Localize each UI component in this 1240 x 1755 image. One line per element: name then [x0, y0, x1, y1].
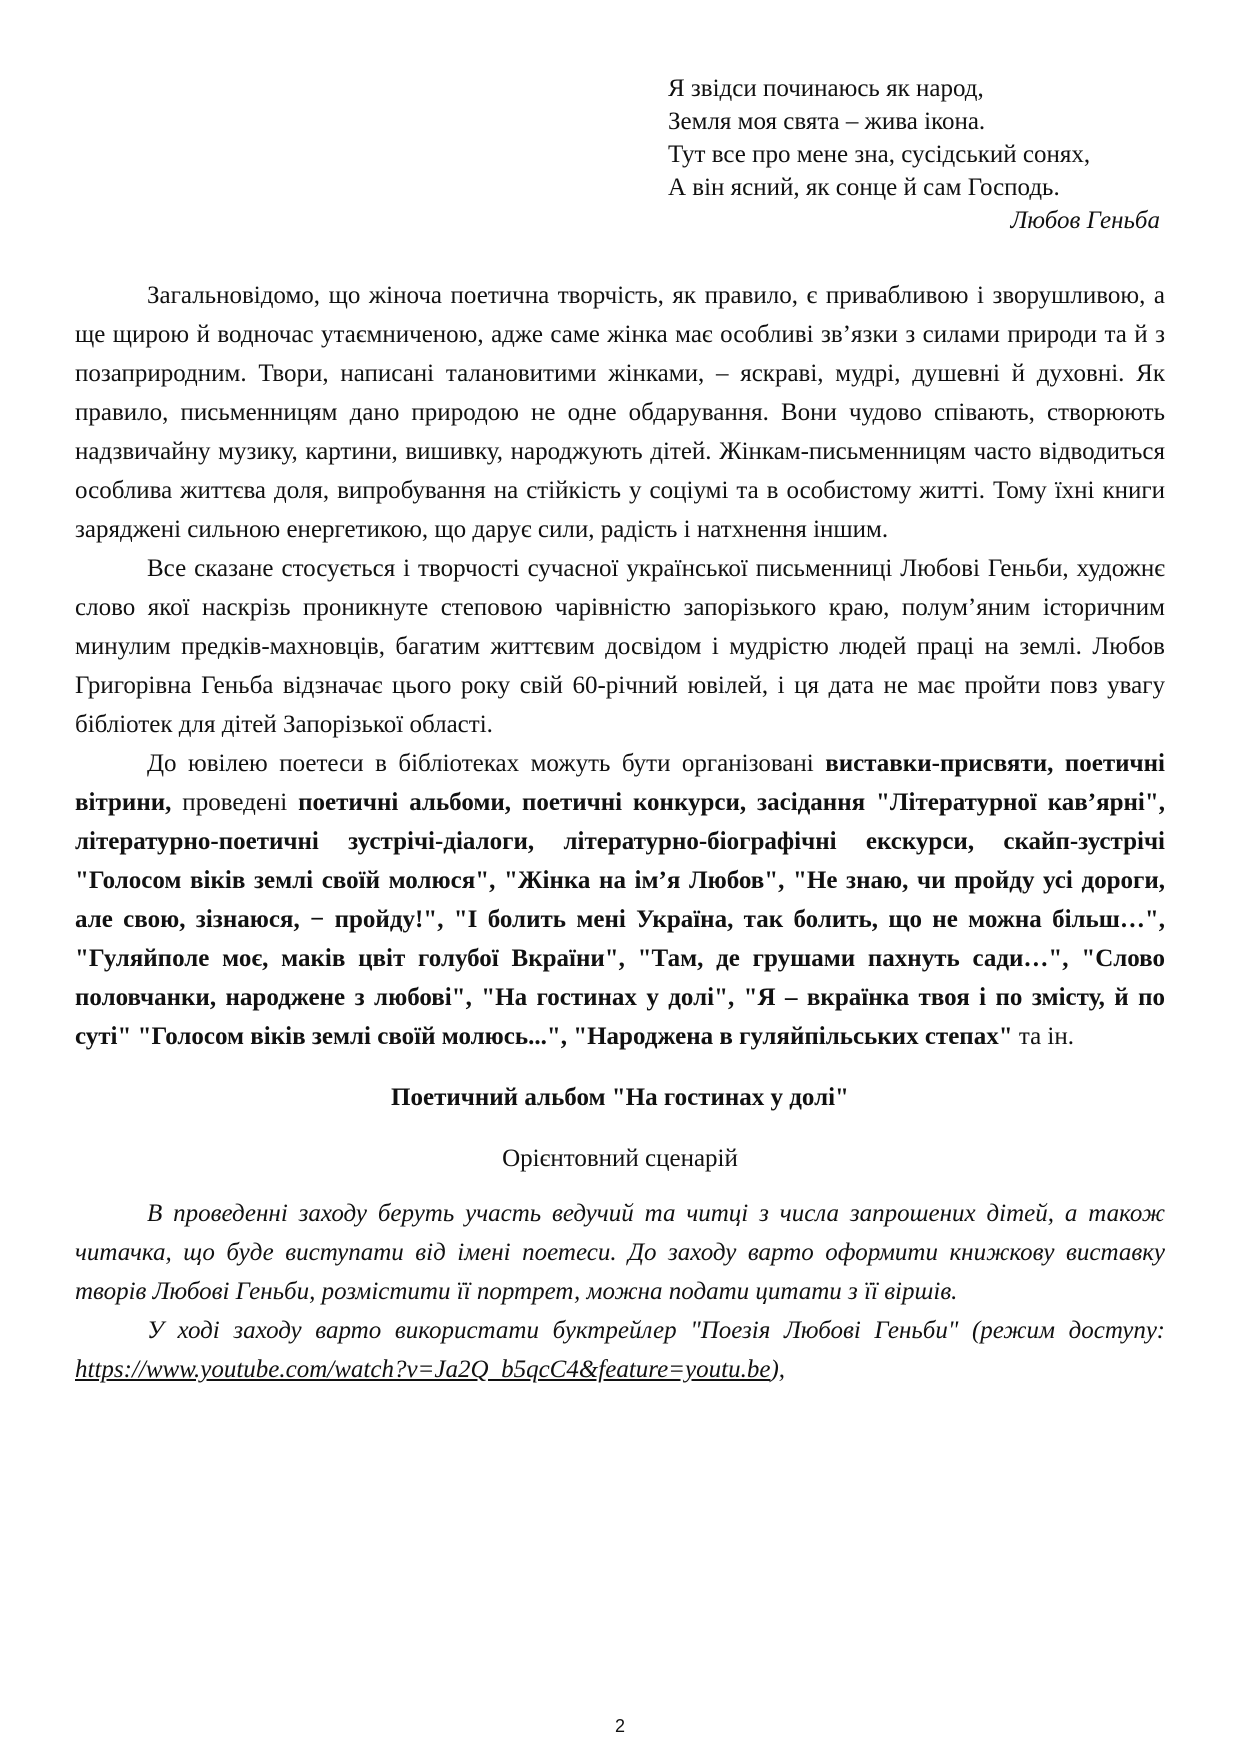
- epigraph-line: Я звідси починаюсь як народ,: [668, 75, 984, 102]
- text-run: У ході заходу варто використати буктрейлер "Поезія Любові Геньби" (режим доступу:: [147, 1317, 1165, 1344]
- paragraph-author-info: Все сказане стосується і творчості сучасної української письменниці Любові Геньби, художнє слово якої наскрізь проникнуте степовою чарівністю запорізького краю, полум’яним історичним минулим предків-махновців, багатим життєвим досвідом і мудрістю людей праці на землі. Любов Григорівна Геньба відзначає цього року свій 60-річний ювілей, і ця дата не має пройти повз увагу бібліотек для дітей Запорізької області.: [75, 555, 1165, 738]
- document-body: [75, 276, 1165, 1389]
- scenario-paragraph-link: [75, 1311, 1165, 1389]
- paragraph-intro: Загальновідомо, що жіноча поетична творчість, як правило, є привабливою і зворушливою, а ще щирою й водночас утаємниченою, адже саме жінка має особливі зв’язки з силами природи та й з позаприродним. Твори, написані талановитими жінками, – яскраві, мудрі, душевні й духовні. Як правило, письменницям дано природою не одне обдарування. Вони чудово співають, створюють надзвичайну музику, картини, вишивку, народжують дітей. Жінкам-письменницям часто відводиться особлива життєва доля, випробування на стійкість у соціумі та в особистому житті. Тому їхні книги заряджені сильною енергетикою, що дарує сили, радість і натхнення іншим.: [75, 282, 1165, 543]
- epigraph-line: Тут все про мене зна, сусідський сонях,: [668, 141, 1091, 168]
- section-subheading: Орієнтовний сценарій: [502, 1145, 738, 1172]
- epigraph: [668, 72, 1188, 237]
- text-run: проведені: [171, 789, 299, 816]
- scenario-paragraph: В проведенні заходу беруть участь ведучий та читці з числа запрошених дітей, а також читачка, що буде виступати від імені поетеси. До заходу варто оформити книжкову виставку творів Любові Геньби, розмістити її портрет, можна подати цитати з її віршів.: [75, 1200, 1165, 1305]
- text-run: ),: [770, 1356, 786, 1383]
- page-number: 2: [614, 1716, 625, 1736]
- paragraph-event-ideas: [75, 744, 1165, 1056]
- text-run: та ін.: [1012, 1023, 1074, 1050]
- epigraph-line: А він ясний, як сонце й сам Господь.: [668, 174, 1060, 201]
- text-run: До ювілею поетеси в бібліотеках можуть бути організовані: [147, 750, 826, 777]
- spacer: [75, 1178, 1165, 1194]
- bold-run: виставки-присвяти, поетичні вітрини,: [75, 750, 1165, 816]
- epigraph-author: Любов Геньба: [1010, 207, 1160, 234]
- epigraph-line: Земля моя свята – жива ікона.: [668, 108, 986, 135]
- section-heading: Поетичний альбом "На гостинах у долі": [391, 1084, 849, 1111]
- youtube-link[interactable]: https://www.youtube.com/watch?v=Ja2Q_b5qcC4&feature=youtu.be: [75, 1356, 771, 1383]
- bold-run: поетичні альбоми, поетичні конкурси, засідання "Літературної кав’ярні", літературно-поетичні зустрічі-діалоги, літературно-біографічні екскурси, скайп-зустрічі "Голосом віків землі своїй молюся", "Жінка на ім’я Любов", "Не знаю, чи пройду усі дороги, але свою, зізнаюся, − пройду!", "І болить мені Україна, так болить, що не можна більш…", "Гуляйполе моє, маків цвіт голубої Вкраїни", "Там, де грушами пахнуть сади…", "Слово половчанки, народжене з любові", "На гостинах у долі", "Я – вкраїнка твоя і по змісту, й по суті" "Голосом віків землі своїй молюсь...", "Народжена в гуляйпільських степах": [75, 789, 1165, 1050]
